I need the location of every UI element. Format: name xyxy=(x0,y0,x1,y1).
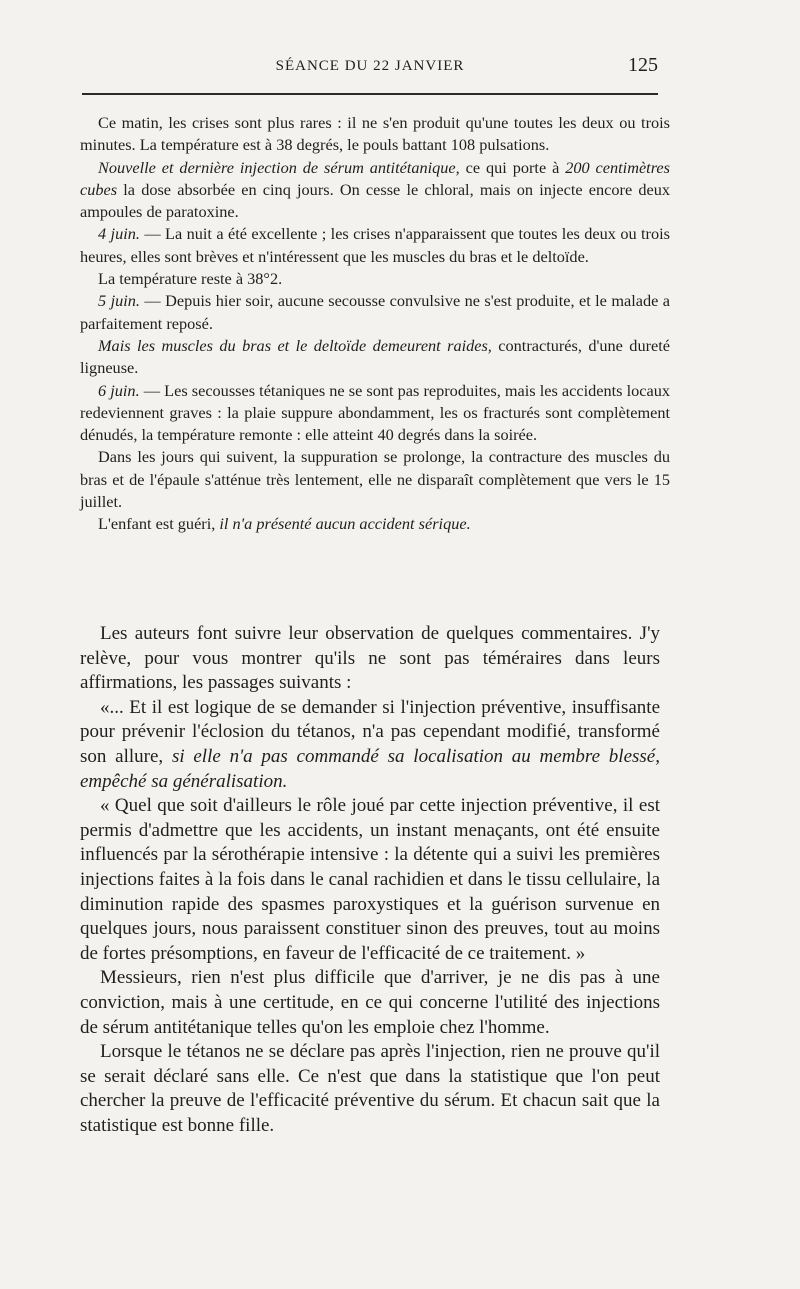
observation-paragraph: Mais les muscles du bras et le deltoïde demeurent raides, contracturés, d'une dureté ligneuse. xyxy=(80,335,670,378)
commentary-paragraph: Les auteurs font suivre leur observation de quelques commentaires. J'y relève, pour vous montrer qu'ils ne sont pas téméraires dans leurs affirmations, les passages suivants : xyxy=(80,623,660,694)
observation-paragraph: 5 juin. — Depuis hier soir, aucune secousse convulsive ne s'est produite, et le malade a parfaitement reposé. xyxy=(80,291,670,333)
observation-paragraph: La température reste à 38°2. xyxy=(98,269,283,289)
observation-paragraph: 6 juin. — Les secousses tétaniques ne se sont pas reproduites, mais les accidents locaux redeviennent graves : la plaie suppure abondamment, les os fracturés sont complètement dénudés, la température remonte : elle atteint 40 degrés dans la soirée. xyxy=(80,380,670,445)
observation-paragraph: Ce matin, les crises sont plus rares : il ne s'en produit qu'une toutes les deux ou trois minutes. La température est à 38 degrés, le pouls battant 108 pulsations. xyxy=(80,113,670,155)
observation-paragraph: Nouvelle et dernière injection de sérum antitétanique, ce qui porte à 200 centimètres cubes la dose absorbée en cinq jours. On cesse le chloral, mais on injecte encore deux ampoules de paratoxine. xyxy=(80,157,670,222)
running-head xyxy=(82,52,658,80)
observation-paragraph: 4 juin. — La nuit a été excellente ; les crises n'apparaissent que toutes les deux ou trois heures, elles sont brèves et n'intéressent que les muscles du bras et le deltoïde. xyxy=(80,224,670,266)
observation-paragraph: Dans les jours qui suivent, la suppuration se prolonge, la contracture des muscles du bras et de l'épaule s'atténue très lentement, elle ne disparaît complètement que vers le 15 juillet. xyxy=(80,447,670,512)
commentary-paragraph: « Quel que soit d'ailleurs le rôle joué par cette injection préventive, il est permis d'admettre que les accidents, un instant menaçants, ont été ensuite influencés par la sérothérapie intensive : la détente qui a suivi les premières injections faites à la fois dans le canal rachidien et dans le tissu cellulaire, la diminution rapide des spasmes paroxystiques et la guérison survenue en quelques jours, nous paraissent constituer sinon des preuves, tout au moins de fortes présomptions, en faveur de l'efficacité de ce traitement. » xyxy=(80,795,660,964)
observation-section xyxy=(80,112,670,536)
observation-paragraph: L'enfant est guéri, il n'a présenté aucun accident sérique. xyxy=(98,514,471,534)
page-number: 125 xyxy=(628,54,658,76)
commentary-paragraph: Messieurs, rien n'est plus difficile que d'arriver, je ne dis pas à une conviction, mais à une certitude, en ce qui concerne l'utilité des injections de sérum antitétanique telles qu'on les emploie chez l'homme. xyxy=(80,967,660,1038)
commentary-paragraph: «... Et il est logique de se demander si l'injection préventive, insuffisante pour prévenir l'éclosion du tétanos, n'a pas cependant modifié, transformé son allure, si elle n'a pas commandé sa localisation au membre blessé, empêché sa généralisation. xyxy=(80,696,660,792)
header-rule xyxy=(82,93,658,95)
running-title: SÉANCE DU 22 JANVIER xyxy=(275,58,465,74)
commentary-paragraph: Lorsque le tétanos ne se déclare pas après l'injection, rien ne prouve qu'il se serait déclaré sans elle. Ce n'est que dans la statistique que l'on peut chercher la preuve de l'efficacité préventive du sérum. Et chacun sait que la statistique est bonne fille. xyxy=(80,1041,660,1136)
commentary-section xyxy=(80,622,660,1138)
